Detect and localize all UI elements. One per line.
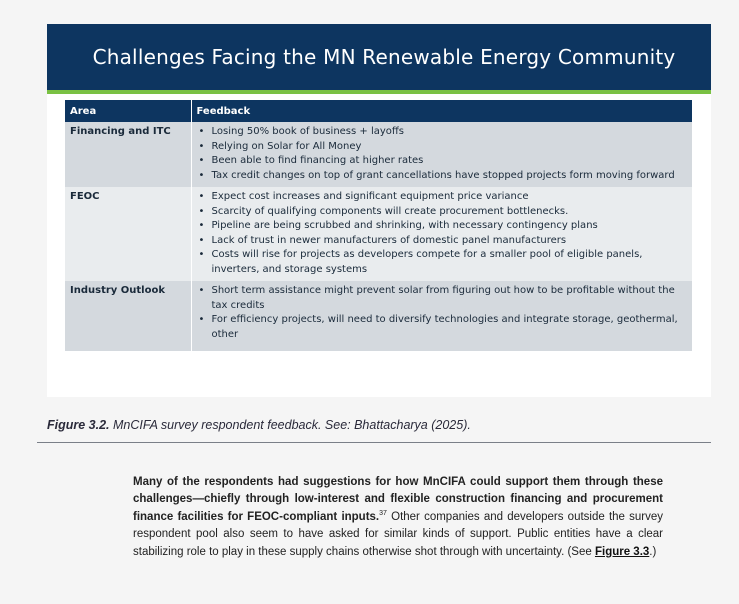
feedback-list [197, 284, 688, 342]
list-item: • Expect cost increases and significant equipment price variance [197, 190, 688, 205]
slide-title: Challenges Facing the MN Renewable Energy Community [92, 45, 676, 69]
figure-caption [47, 418, 711, 432]
slide-header [47, 24, 711, 94]
table-row [65, 122, 692, 187]
feedback-cell [191, 281, 692, 351]
figure-link[interactable]: Figure 3.3 [594, 545, 650, 558]
body-text-end: .) [649, 545, 657, 558]
list-item: • Short term assistance might prevent solar from figuring out how to be profitable without the tax credits [197, 284, 688, 313]
figure-slide [47, 24, 711, 397]
figure-label: Figure 3.2. [47, 418, 110, 432]
feedback-cell [191, 122, 692, 187]
feedback-list [197, 125, 688, 183]
list-item: • For efficiency projects, will need to diversify technologies and integrate storage, geothermal, other [197, 313, 688, 342]
table-row [65, 281, 692, 351]
list-item: • Pipeline are being scrubbed and shrinking, with necessary contingency plans [197, 219, 688, 234]
feedback-table [65, 100, 692, 351]
list-item: • Losing 50% book of business + layoffs [197, 125, 688, 140]
table-header-row [65, 100, 692, 122]
header-area: Area [65, 100, 191, 122]
list-item: • Lack of trust in newer manufacturers of domestic panel manufacturers [197, 234, 688, 249]
body-text: Other companies and developers outside the survey respondent pool also seem to have asked for similar kinds of support. Public entities have a clear stabilizing role to play in these supply chains otherwise shot through with uncertainty. (See [133, 510, 663, 558]
footnote-ref[interactable]: 37 [379, 509, 387, 517]
list-item: • Been able to find financing at higher rates [197, 154, 688, 169]
area-cell: Financing and ITC [65, 122, 191, 187]
area-cell: Industry Outlook [65, 281, 191, 351]
bold-text: Many of the respondents had suggestions for how MnCIFA could support them through these challenges—chiefly through low-interest and flexible construction financing and procurement finance facilities for FEOC-compliant inputs. [133, 476, 663, 523]
caption-text: MnCIFA survey respondent feedback. See: Bhattacharya (2025). [109, 418, 471, 432]
table-row [65, 187, 692, 281]
list-item: • Scarcity of qualifying components will create procurement bottlenecks. [197, 205, 688, 220]
list-item: • Costs will rise for projects as developers compete for a smaller pool of eligible panels, inverters, and storage systems [197, 248, 688, 277]
feedback-cell [191, 187, 692, 281]
body-paragraph [133, 474, 663, 561]
area-cell: FEOC [65, 187, 191, 281]
list-item: • Tax credit changes on top of grant cancellations have stopped projects form moving forward [197, 169, 688, 184]
divider [37, 442, 711, 443]
list-item: • Relying on Solar for All Money [197, 140, 688, 155]
header-feedback: Feedback [191, 100, 692, 122]
feedback-list [197, 190, 688, 277]
